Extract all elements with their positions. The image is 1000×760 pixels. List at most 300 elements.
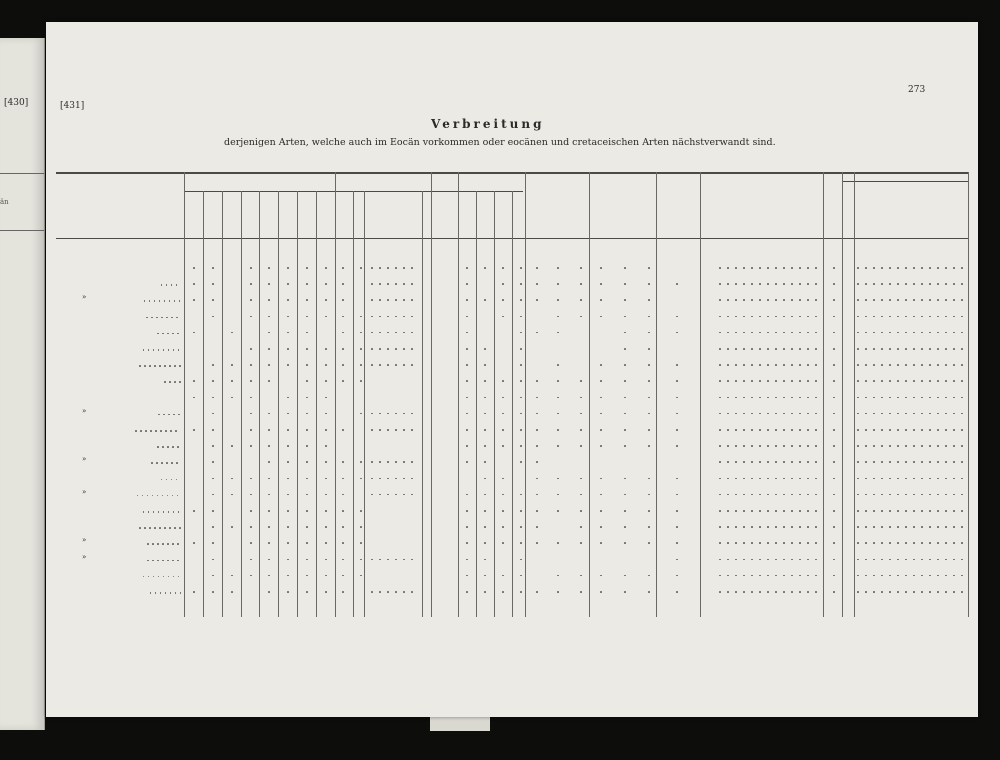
empty-cell-dot [371, 348, 373, 350]
leader-dot [180, 592, 182, 594]
empty-cell-dot [921, 283, 923, 285]
empty-cell-dot [648, 316, 650, 318]
empty-cell-dot [929, 591, 931, 593]
empty-cell-dot [873, 461, 875, 463]
empty-cell-dot [719, 494, 721, 496]
empty-cell-dot [536, 478, 538, 480]
page-subtitle: derjenigen Arten, welche auch im Eocän vorkommen oder eocänen und cretaceischen Arten nächstverwandt sind. [224, 137, 776, 148]
empty-cell-dot [905, 478, 907, 480]
empty-cell-dot [403, 478, 405, 480]
empty-cell-dot [865, 445, 867, 447]
empty-cell-dot [791, 429, 793, 431]
leader-dot [161, 284, 163, 286]
empty-cell-dot [600, 413, 602, 415]
empty-cell-dot [743, 542, 745, 544]
leader-dot [166, 479, 168, 481]
empty-cell-dot [360, 526, 362, 528]
left-page-fragment: än [0, 198, 9, 206]
empty-cell-dot [865, 364, 867, 366]
empty-cell-dot [873, 299, 875, 301]
table-column-line [184, 172, 185, 617]
empty-cell-dot [913, 542, 915, 544]
leader-dot [175, 592, 177, 594]
empty-cell-dot [557, 316, 559, 318]
leader-dot [167, 333, 169, 335]
empty-cell-dot [767, 575, 769, 577]
leader-dot [159, 300, 161, 302]
table-column-line [431, 172, 432, 617]
empty-cell-dot [395, 461, 397, 463]
empty-cell-dot [536, 283, 538, 285]
empty-cell-dot [815, 267, 817, 269]
empty-cell-dot [783, 397, 785, 399]
empty-cell-dot [502, 397, 504, 399]
empty-cell-dot [929, 510, 931, 512]
empty-cell-dot [536, 332, 538, 334]
empty-cell-dot [791, 542, 793, 544]
empty-cell-dot [466, 526, 468, 528]
empty-cell-dot [775, 510, 777, 512]
empty-cell-dot [306, 494, 308, 496]
empty-cell-dot [727, 413, 729, 415]
empty-cell-dot [945, 316, 947, 318]
empty-cell-dot [961, 591, 963, 593]
empty-cell-dot [411, 267, 413, 269]
empty-cell-dot [953, 397, 955, 399]
leader-dot [162, 560, 164, 562]
leader-dot [161, 462, 163, 464]
empty-cell-dot [905, 526, 907, 528]
empty-cell-dot [648, 478, 650, 480]
empty-cell-dot [897, 591, 899, 593]
empty-cell-dot [783, 380, 785, 382]
leader-dot [148, 349, 150, 351]
empty-cell-dot [379, 478, 381, 480]
empty-cell-dot [624, 380, 626, 382]
empty-cell-dot [833, 542, 835, 544]
empty-cell-dot [600, 283, 602, 285]
empty-cell-dot [857, 348, 859, 350]
empty-cell-dot [250, 526, 252, 528]
empty-cell-dot [580, 478, 582, 480]
empty-cell-dot [520, 267, 522, 269]
empty-cell-dot [929, 575, 931, 577]
empty-cell-dot [536, 429, 538, 431]
leader-dot [174, 381, 176, 383]
empty-cell-dot [648, 510, 650, 512]
empty-cell-dot [953, 332, 955, 334]
empty-cell-dot [676, 380, 678, 382]
empty-cell-dot [921, 445, 923, 447]
empty-cell-dot [905, 380, 907, 382]
leader-dot [178, 349, 180, 351]
empty-cell-dot [600, 445, 602, 447]
empty-cell-dot [751, 445, 753, 447]
empty-cell-dot [815, 591, 817, 593]
empty-cell-dot [913, 380, 915, 382]
empty-cell-dot [379, 364, 381, 366]
empty-cell-dot [953, 364, 955, 366]
empty-cell-dot [897, 397, 899, 399]
empty-cell-dot [342, 591, 344, 593]
empty-cell-dot [395, 316, 397, 318]
empty-cell-dot [484, 542, 486, 544]
empty-cell-dot [342, 332, 344, 334]
empty-cell-dot [759, 591, 761, 593]
empty-cell-dot [502, 267, 504, 269]
empty-cell-dot [905, 510, 907, 512]
empty-cell-dot [719, 332, 721, 334]
leader-dot [168, 511, 170, 513]
empty-cell-dot [807, 429, 809, 431]
empty-cell-dot [484, 413, 486, 415]
empty-cell-dot [791, 559, 793, 561]
empty-cell-dot [743, 332, 745, 334]
empty-cell-dot [921, 429, 923, 431]
empty-cell-dot [759, 283, 761, 285]
empty-cell-dot [857, 267, 859, 269]
empty-cell-dot [557, 413, 559, 415]
empty-cell-dot [937, 429, 939, 431]
empty-cell-dot [791, 364, 793, 366]
empty-cell-dot [953, 267, 955, 269]
empty-cell-dot [536, 510, 538, 512]
empty-cell-dot [306, 575, 308, 577]
empty-cell-dot [387, 461, 389, 463]
empty-cell-dot [580, 316, 582, 318]
empty-cell-dot [250, 413, 252, 415]
empty-cell-dot [624, 526, 626, 528]
table-column-line [297, 191, 298, 617]
empty-cell-dot [751, 429, 753, 431]
empty-cell-dot [735, 299, 737, 301]
empty-cell-dot [775, 429, 777, 431]
leader-dot [167, 560, 169, 562]
empty-cell-dot [342, 575, 344, 577]
empty-cell-dot [937, 461, 939, 463]
empty-cell-dot [557, 445, 559, 447]
empty-cell-dot [403, 559, 405, 561]
empty-cell-dot [759, 461, 761, 463]
empty-cell-dot [913, 510, 915, 512]
empty-cell-dot [783, 364, 785, 366]
empty-cell-dot [937, 510, 939, 512]
empty-cell-dot [250, 510, 252, 512]
empty-cell-dot [945, 429, 947, 431]
empty-cell-dot [767, 283, 769, 285]
empty-cell-dot [961, 575, 963, 577]
empty-cell-dot [212, 526, 214, 528]
empty-cell-dot [371, 461, 373, 463]
empty-cell-dot [815, 283, 817, 285]
empty-cell-dot [557, 591, 559, 593]
empty-cell-dot [759, 575, 761, 577]
empty-cell-dot [387, 591, 389, 593]
empty-cell-dot [520, 316, 522, 318]
empty-cell-dot [379, 283, 381, 285]
empty-cell-dot [600, 380, 602, 382]
empty-cell-dot [799, 397, 801, 399]
empty-cell-dot [937, 364, 939, 366]
empty-cell-dot [945, 413, 947, 415]
empty-cell-dot [833, 267, 835, 269]
empty-cell-dot [403, 299, 405, 301]
empty-cell-dot [648, 332, 650, 334]
leader-dot [144, 365, 146, 367]
empty-cell-dot [624, 316, 626, 318]
empty-cell-dot [502, 380, 504, 382]
empty-cell-dot [342, 299, 344, 301]
empty-cell-dot [395, 364, 397, 366]
empty-cell-dot [466, 542, 468, 544]
empty-cell-dot [945, 299, 947, 301]
empty-cell-dot [857, 283, 859, 285]
empty-cell-dot [193, 267, 195, 269]
empty-cell-dot [833, 526, 835, 528]
empty-cell-dot [783, 429, 785, 431]
empty-cell-dot [929, 429, 931, 431]
empty-cell-dot [306, 510, 308, 512]
empty-cell-dot [865, 494, 867, 496]
empty-cell-dot [536, 526, 538, 528]
empty-cell-dot [387, 316, 389, 318]
empty-cell-dot [881, 445, 883, 447]
empty-cell-dot [873, 575, 875, 577]
empty-cell-dot [484, 364, 486, 366]
empty-cell-dot [889, 267, 891, 269]
empty-cell-dot [325, 591, 327, 593]
table-column-line [203, 191, 204, 617]
empty-cell-dot [624, 510, 626, 512]
empty-cell-dot [881, 478, 883, 480]
empty-cell-dot [466, 332, 468, 334]
empty-cell-dot [600, 299, 602, 301]
empty-cell-dot [287, 364, 289, 366]
empty-cell-dot [799, 559, 801, 561]
empty-cell-dot [783, 591, 785, 593]
empty-cell-dot [759, 380, 761, 382]
leader-dot [166, 284, 168, 286]
empty-cell-dot [580, 413, 582, 415]
empty-cell-dot [306, 364, 308, 366]
empty-cell-dot [767, 380, 769, 382]
empty-cell-dot [889, 591, 891, 593]
empty-cell-dot [268, 429, 270, 431]
empty-cell-dot [815, 461, 817, 463]
empty-cell-dot [648, 494, 650, 496]
empty-cell-dot [857, 380, 859, 382]
empty-cell-dot [325, 526, 327, 528]
empty-cell-dot [783, 542, 785, 544]
empty-cell-dot [735, 267, 737, 269]
empty-cell-dot [767, 510, 769, 512]
empty-cell-dot [325, 478, 327, 480]
empty-cell-dot [727, 299, 729, 301]
empty-cell-dot [250, 348, 252, 350]
ditto-mark: » [82, 406, 87, 415]
empty-cell-dot [873, 494, 875, 496]
empty-cell-dot [889, 413, 891, 415]
empty-cell-dot [913, 575, 915, 577]
empty-cell-dot [287, 575, 289, 577]
empty-cell-dot [624, 283, 626, 285]
empty-cell-dot [945, 510, 947, 512]
empty-cell-dot [600, 575, 602, 577]
empty-cell-dot [325, 283, 327, 285]
empty-cell-dot [783, 283, 785, 285]
empty-cell-dot [231, 494, 233, 496]
empty-cell-dot [371, 559, 373, 561]
empty-cell-dot [751, 542, 753, 544]
leader-dot [152, 560, 154, 562]
empty-cell-dot [881, 494, 883, 496]
empty-cell-dot [929, 559, 931, 561]
empty-cell-dot [342, 348, 344, 350]
leader-dot [167, 543, 169, 545]
empty-cell-dot [783, 267, 785, 269]
empty-cell-dot [387, 299, 389, 301]
empty-cell-dot [360, 413, 362, 415]
leader-dot [148, 511, 150, 513]
empty-cell-dot [231, 445, 233, 447]
empty-cell-dot [342, 267, 344, 269]
empty-cell-dot [807, 413, 809, 415]
empty-cell-dot [624, 494, 626, 496]
empty-cell-dot [807, 559, 809, 561]
empty-cell-dot [466, 559, 468, 561]
empty-cell-dot [783, 413, 785, 415]
empty-cell-dot [557, 429, 559, 431]
empty-cell-dot [833, 429, 835, 431]
empty-cell-dot [961, 348, 963, 350]
empty-cell-dot [395, 478, 397, 480]
empty-cell-dot [484, 559, 486, 561]
empty-cell-dot [557, 380, 559, 382]
empty-cell-dot [937, 397, 939, 399]
empty-cell-dot [961, 316, 963, 318]
empty-cell-dot [484, 380, 486, 382]
empty-cell-dot [921, 510, 923, 512]
leader-dot [169, 300, 171, 302]
table-column-line [364, 191, 365, 617]
table-column-line [512, 191, 513, 617]
leader-dot [145, 430, 147, 432]
empty-cell-dot [913, 397, 915, 399]
empty-cell-dot [743, 267, 745, 269]
empty-cell-dot [783, 575, 785, 577]
empty-cell-dot [897, 316, 899, 318]
leader-dot [143, 576, 145, 578]
empty-cell-dot [387, 283, 389, 285]
leader-dot [153, 349, 155, 351]
empty-cell-dot [873, 332, 875, 334]
empty-cell-dot [807, 478, 809, 480]
empty-cell-dot [403, 332, 405, 334]
empty-cell-dot [881, 526, 883, 528]
empty-cell-dot [727, 445, 729, 447]
empty-cell-dot [536, 299, 538, 301]
empty-cell-dot [743, 461, 745, 463]
empty-cell-dot [395, 429, 397, 431]
empty-cell-dot [873, 445, 875, 447]
empty-cell-dot [325, 316, 327, 318]
empty-cell-dot [306, 316, 308, 318]
empty-cell-dot [751, 316, 753, 318]
empty-cell-dot [411, 364, 413, 366]
empty-cell-dot [791, 316, 793, 318]
empty-cell-dot [287, 267, 289, 269]
empty-cell-dot [767, 316, 769, 318]
empty-cell-dot [727, 267, 729, 269]
empty-cell-dot [889, 283, 891, 285]
leader-dot [179, 300, 181, 302]
empty-cell-dot [306, 429, 308, 431]
empty-cell-dot [600, 397, 602, 399]
empty-cell-dot [961, 559, 963, 561]
empty-cell-dot [815, 478, 817, 480]
empty-cell-dot [897, 461, 899, 463]
empty-cell-dot [735, 510, 737, 512]
empty-cell-dot [287, 316, 289, 318]
empty-cell-dot [411, 299, 413, 301]
empty-cell-dot [743, 510, 745, 512]
empty-cell-dot [600, 316, 602, 318]
empty-cell-dot [287, 413, 289, 415]
empty-cell-dot [520, 299, 522, 301]
empty-cell-dot [751, 332, 753, 334]
empty-cell-dot [881, 413, 883, 415]
empty-cell-dot [833, 494, 835, 496]
empty-cell-dot [857, 445, 859, 447]
empty-cell-dot [865, 542, 867, 544]
empty-cell-dot [624, 591, 626, 593]
empty-cell-dot [791, 413, 793, 415]
leader-dot [172, 333, 174, 335]
empty-cell-dot [306, 413, 308, 415]
empty-cell-dot [379, 348, 381, 350]
empty-cell-dot [791, 332, 793, 334]
empty-cell-dot [395, 332, 397, 334]
empty-cell-dot [600, 429, 602, 431]
empty-cell-dot [937, 526, 939, 528]
empty-cell-dot [945, 364, 947, 366]
empty-cell-dot [624, 445, 626, 447]
table-column-line [700, 172, 701, 617]
empty-cell-dot [403, 494, 405, 496]
empty-cell-dot [727, 429, 729, 431]
empty-cell-dot [466, 267, 468, 269]
empty-cell-dot [371, 267, 373, 269]
empty-cell-dot [743, 364, 745, 366]
empty-cell-dot [873, 478, 875, 480]
empty-cell-dot [945, 332, 947, 334]
empty-cell-dot [799, 510, 801, 512]
empty-cell-dot [929, 267, 931, 269]
empty-cell-dot [466, 575, 468, 577]
empty-cell-dot [735, 526, 737, 528]
empty-cell-dot [807, 364, 809, 366]
empty-cell-dot [865, 429, 867, 431]
empty-cell-dot [857, 316, 859, 318]
empty-cell-dot [735, 591, 737, 593]
empty-cell-dot [360, 380, 362, 382]
empty-cell-dot [865, 348, 867, 350]
empty-cell-dot [212, 510, 214, 512]
empty-cell-dot [775, 413, 777, 415]
empty-cell-dot [371, 413, 373, 415]
empty-cell-dot [865, 299, 867, 301]
empty-cell-dot [395, 591, 397, 593]
